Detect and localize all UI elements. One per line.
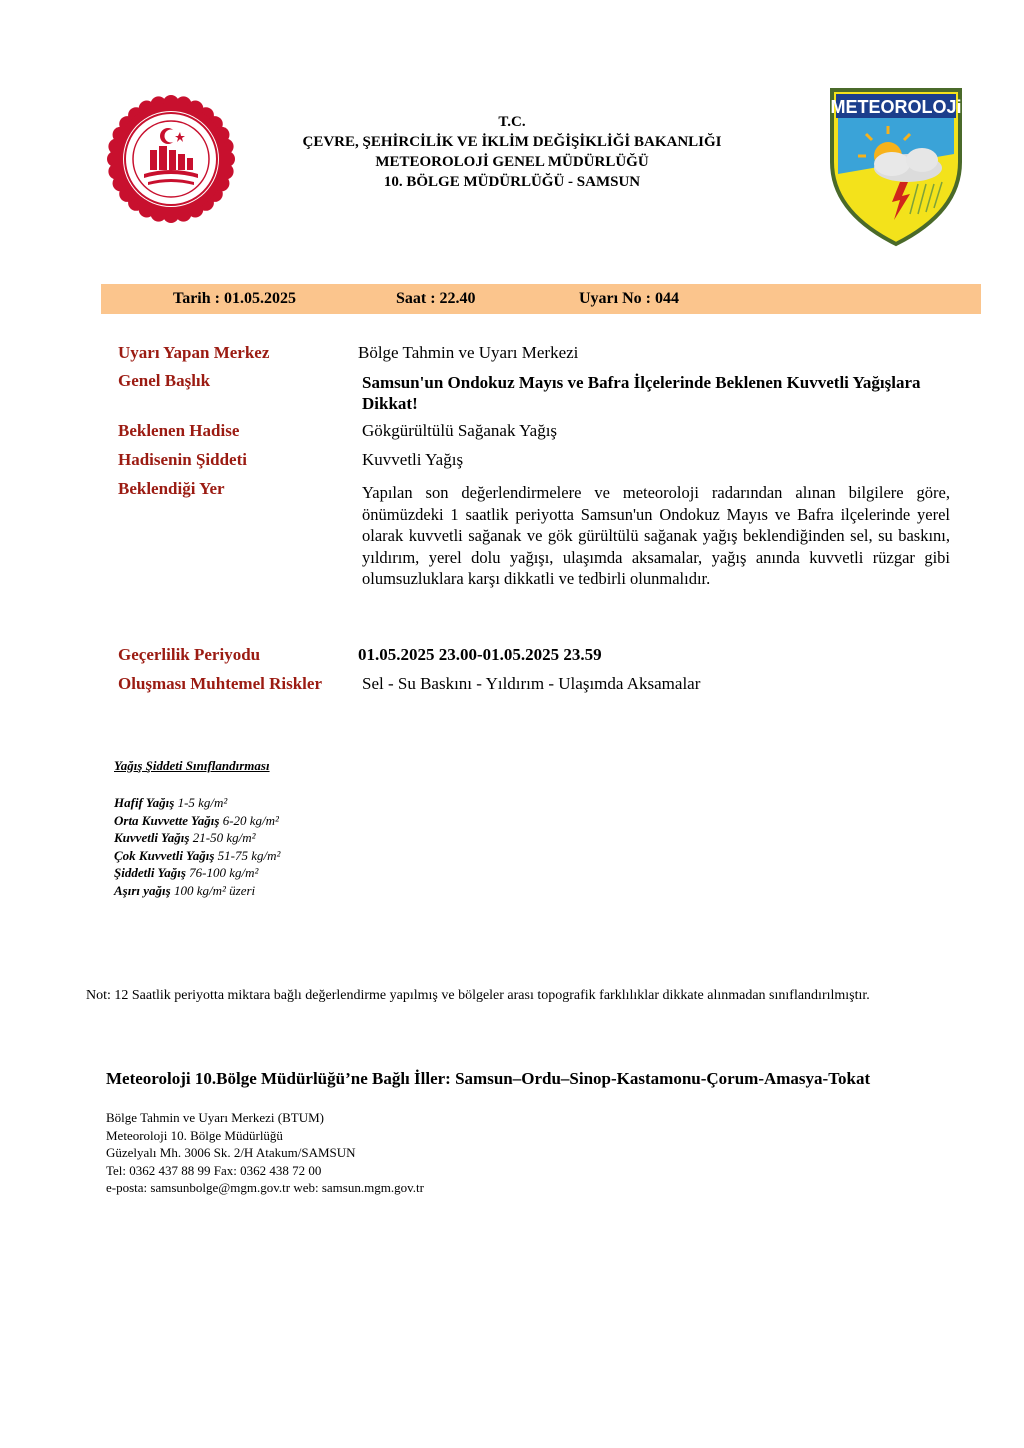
class-range: 51-75 kg/m² (217, 847, 281, 863)
title-value: Samsun'un Ondokuz Mayıs ve Bafra İlçelerinde Beklenen Kuvvetli Yağışlara Dikkat! (362, 373, 921, 413)
logo-text: METEOROLOJi (830, 97, 962, 117)
severity-value: Kuvvetli Yağış (362, 450, 464, 469)
event-value: Gökgürültülü Sağanak Yağış (362, 421, 558, 440)
address-line-street: Güzelyalı Mh. 3006 Sk. 2/H Atakum/SAMSUN (106, 1145, 356, 1160)
address-line-btum: Bölge Tahmin ve Uyarı Merkezi (BTUM) (106, 1110, 324, 1125)
warning-time: Saat : 22.40 (396, 290, 476, 307)
validity-label: Geçerlilik Periyodu (118, 645, 261, 664)
classification-item (114, 829, 255, 847)
warning-date: Tarih : 01.05.2025 (173, 290, 296, 307)
class-name: Şiddetli Yağış (114, 865, 186, 881)
provinces-line: Meteoroloji 10.Bölge Müdürlüğü’ne Bağlı İller: Samsun–Ordu–Sinop-Kastamonu-Çorum-Amasya-Tokat (106, 1069, 871, 1088)
classification-item (114, 847, 280, 865)
class-name: Kuvvetli Yağış (114, 830, 190, 846)
classification-item (114, 812, 279, 830)
class-range: 1-5 kg/m² (177, 795, 228, 810)
class-name: Hafif Yağış (114, 795, 175, 810)
validity-value: 01.05.2025 23.00-01.05.2025 23.59 (358, 645, 602, 664)
class-range: 76-100 kg/m² (189, 865, 259, 881)
note-text: Not: 12 Saatlik periyotta miktara bağlı değerlendirme yapılmış ve bölgeler arası topografik farklılıklar dikkate alınmadan sınıflandırılmıştır. (86, 988, 870, 1003)
class-range: 6-20 kg/m² (222, 812, 279, 828)
header-directorate: METEOROLOJİ GENEL MÜDÜRLÜĞÜ (375, 154, 649, 170)
class-name: Çok Kuvvetli Yağış (114, 847, 215, 863)
center-value: Bölge Tahmin ve Uyarı Merkezi (358, 343, 579, 362)
header-line-tc: T.C. (498, 114, 526, 130)
classification-item (114, 882, 255, 900)
place-label: Beklendiği Yer (118, 479, 225, 498)
class-range: 21-50 kg/m² (192, 830, 256, 846)
event-label: Beklenen Hadise (118, 421, 240, 440)
info-bar (101, 284, 981, 314)
address-line-phone: Tel: 0362 437 88 99 Fax: 0362 438 72 00 (106, 1162, 322, 1178)
classification-item (114, 794, 227, 812)
severity-label: Hadisenin Şiddeti (118, 450, 247, 469)
warning-number: Uyarı No : 044 (579, 290, 679, 307)
class-name: Orta Kuvvette Yağış (114, 812, 220, 828)
class-range: 100 kg/m² üzeri (173, 883, 256, 898)
address-line-directorate: Meteoroloji 10. Bölge Müdürlüğü (106, 1127, 283, 1143)
header-region: 10. BÖLGE MÜDÜRLÜĞÜ - SAMSUN (383, 174, 641, 190)
risks-value: Sel - Su Baskını - Yıldırım - Ulaşımda Aksamalar (362, 674, 701, 693)
center-label: Uyarı Yapan Merkez (118, 343, 270, 362)
risks-label: Oluşması Muhtemel Riskler (118, 674, 322, 693)
header-ministry: ÇEVRE, ŞEHİRCİLİK VE İKLİM DEĞİŞİKLİĞİ BAKANLIĞI (302, 134, 722, 150)
title-label: Genel Başlık (118, 371, 211, 390)
place-description: Yapılan son değerlendirmelere ve meteoroloji radarından alınan bilgilere göre, önümüzdeki 1 saatlik periyotta Samsun'un Ondokuz Mayıs ve Bafra ilçelerinde yerel olarak kuvvetli sağanak ve gök gürültülü sağanak yağış beklendiğinden sel, su baskını, yıldırım, yerel dolu yağışı, ulaşımda aksamalar, yağış anında kuvvetli rüzgar gibi olumsuzluklara karşı dikkatli ve tedbirli olunmalıdır. (362, 483, 950, 588)
address-line-email: e-posta: samsunbolge@mgm.gov.tr web: samsun.mgm.gov.tr (106, 1180, 424, 1195)
class-name: Aşırı yağış (114, 883, 171, 898)
classification-item (114, 864, 258, 882)
classification-title: Yağış Şiddeti Sınıflandırması (114, 758, 270, 773)
